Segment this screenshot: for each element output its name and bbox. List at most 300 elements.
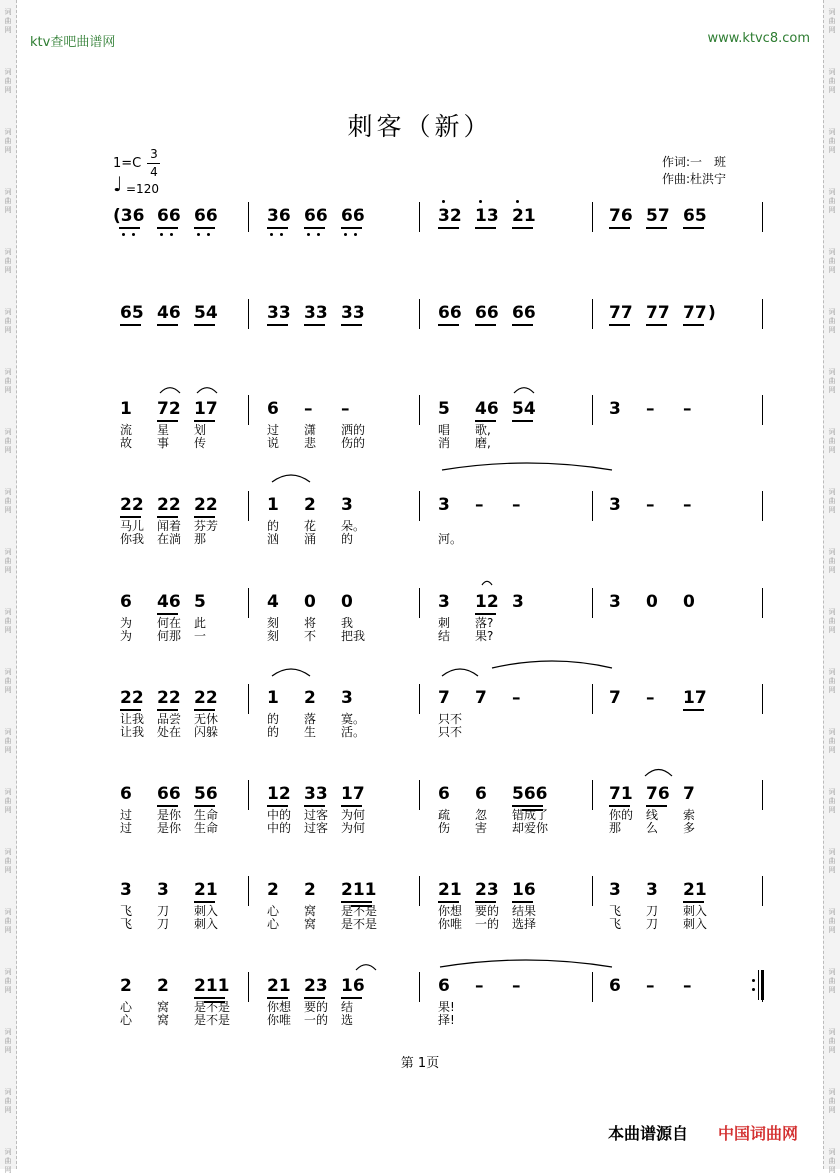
lyric-syllable: 要的 xyxy=(475,904,500,918)
lyric-syllable: 品尝 xyxy=(157,712,182,726)
note-group: 66 xyxy=(157,784,181,804)
lyric-syllable: 磨, xyxy=(475,436,491,450)
slur-arc xyxy=(482,581,492,585)
note-group: 3 xyxy=(609,592,621,612)
barline xyxy=(248,684,249,714)
barline xyxy=(248,588,249,618)
watermark-text: 词 曲 网 xyxy=(4,608,12,634)
note-group: 77 xyxy=(609,303,633,323)
lyric-syllable: 害 xyxy=(475,821,488,835)
barline xyxy=(762,876,763,906)
lyric-syllable: 伤 xyxy=(438,821,451,835)
note-group: 12 xyxy=(267,784,291,804)
note-group: 21 xyxy=(267,976,291,996)
lyric-syllable: 一的 xyxy=(475,917,500,931)
time-bottom: 4 xyxy=(150,165,158,179)
beam-line xyxy=(512,420,533,422)
note-group: – xyxy=(304,399,313,419)
composer-credit: 作曲:杜洪宁 xyxy=(662,172,727,186)
slur-arc xyxy=(514,388,534,393)
note-group: 3 xyxy=(438,495,450,515)
beam-line xyxy=(609,227,630,229)
note-group: – xyxy=(475,495,484,515)
beam-line xyxy=(157,324,178,326)
note-group: 17 xyxy=(194,399,218,419)
lyric-syllable: 河。 xyxy=(438,532,463,546)
header-right-site: www.ktvc8.com xyxy=(707,31,810,46)
beam-line xyxy=(267,227,288,229)
note-group: 32 xyxy=(438,206,462,226)
low-octave-dot xyxy=(160,233,163,236)
note-group: 77 xyxy=(683,303,707,323)
watermark-text: 词 曲 网 xyxy=(4,368,12,394)
note-group: 3 xyxy=(512,592,524,612)
low-octave-dot xyxy=(307,233,310,236)
note-group: 22 xyxy=(194,495,218,515)
lyric-syllable: 却爱你 xyxy=(512,821,549,835)
beam-line xyxy=(157,613,178,615)
beam-line xyxy=(683,709,704,711)
quarter-note-icon: ♩ xyxy=(113,172,123,196)
note-group: 76 xyxy=(646,784,670,804)
watermark-text: 词 曲 网 xyxy=(4,248,12,274)
beam-line xyxy=(194,805,215,807)
lyric-syllable: 为何 xyxy=(341,808,366,822)
lyric-syllable: 闪躲 xyxy=(194,725,219,739)
note-group: 22 xyxy=(120,688,144,708)
lyric-syllable: 说 xyxy=(267,436,280,450)
note-group: 3 xyxy=(609,495,621,515)
lyric-syllable: 潇 xyxy=(304,423,317,437)
page-number: 第 1页 xyxy=(400,1056,440,1071)
beam-line xyxy=(646,324,667,326)
beam-line xyxy=(683,324,704,326)
note-group: 211 xyxy=(341,880,377,900)
note-group: – xyxy=(646,495,655,515)
song-title: 刺客（新） xyxy=(347,112,493,141)
note-group: 56 xyxy=(194,784,218,804)
slur-arc xyxy=(160,388,180,393)
note-group: 3 xyxy=(341,688,353,708)
lyric-syllable: 让我 xyxy=(120,712,145,726)
repeat-dot xyxy=(752,979,755,982)
lyric-syllable: 何在 xyxy=(157,616,182,630)
note-group: 33 xyxy=(304,303,328,323)
note-group: 1 xyxy=(120,399,132,419)
beam-line xyxy=(194,324,215,326)
watermark-text: 词 曲 网 xyxy=(828,788,836,814)
barline xyxy=(762,684,763,714)
watermark-text: 词 曲 网 xyxy=(4,128,12,154)
note-group: 21 xyxy=(683,880,707,900)
beam-line xyxy=(304,997,325,999)
lyricist-credit: 作词:一 班 xyxy=(662,155,727,169)
note-group: 23 xyxy=(475,880,499,900)
note-group: 66 xyxy=(341,206,365,226)
lyric-syllable: 汹 xyxy=(267,532,280,546)
note-group: 0 xyxy=(683,592,695,612)
lyric-syllable: 那 xyxy=(194,532,207,546)
beam-line xyxy=(341,901,372,903)
beam-line xyxy=(120,516,141,518)
lyric-syllable: 中的 xyxy=(267,808,292,822)
slur-arc xyxy=(197,388,217,393)
note-group: 33 xyxy=(267,303,291,323)
low-octave-dot xyxy=(122,233,125,236)
lyric-syllable: 刺入 xyxy=(194,917,219,931)
lyric-syllable: 伤的 xyxy=(341,436,366,450)
beam-line xyxy=(512,901,533,903)
note-group: 22 xyxy=(157,688,181,708)
note-group: 5 xyxy=(194,592,206,612)
lyric-syllable: 选 xyxy=(341,1013,354,1027)
lyric-syllable: 故 xyxy=(120,436,133,450)
lyric-syllable: 要的 xyxy=(304,1000,329,1014)
source-site: 中国词曲网 xyxy=(718,1124,799,1143)
watermark-text: 词 曲 网 xyxy=(828,68,836,94)
lyric-syllable: 芬芳 xyxy=(194,519,219,533)
lyric-syllable: 你唯 xyxy=(438,917,463,931)
note-group: 66 xyxy=(157,206,181,226)
barline xyxy=(419,395,420,425)
beam-line xyxy=(194,420,215,422)
note-group: 66 xyxy=(304,206,328,226)
lyric-syllable: 活。 xyxy=(341,725,366,739)
note-group: 46 xyxy=(157,303,181,323)
slur-arc xyxy=(645,770,672,777)
lyric-syllable: 一的 xyxy=(304,1013,329,1027)
beam-line xyxy=(438,901,459,903)
note-group: 2 xyxy=(267,880,279,900)
watermark-text: 词 曲 网 xyxy=(828,308,836,334)
lyric-syllable: 刀 xyxy=(157,904,170,918)
barline xyxy=(592,684,593,714)
lyric-syllable: 刺入 xyxy=(683,917,708,931)
note-group: 66 xyxy=(512,303,536,323)
note-group: 6 xyxy=(120,592,132,612)
lyric-syllable: 的 xyxy=(267,712,280,726)
note-group: 16 xyxy=(512,880,536,900)
note-group: 6 xyxy=(475,784,487,804)
lyric-syllable: 你我 xyxy=(120,532,145,546)
watermark-text: 词 曲 网 xyxy=(828,608,836,634)
watermark-text: 词 曲 网 xyxy=(4,908,12,934)
watermark-text: 词 曲 网 xyxy=(4,188,12,214)
note-group: 46 xyxy=(157,592,181,612)
lyric-syllable: 飞 xyxy=(120,917,133,931)
low-octave-dot xyxy=(197,233,200,236)
lyric-syllable: 果? xyxy=(475,629,494,643)
lyric-syllable: 在淌 xyxy=(157,532,182,546)
note-group: 21 xyxy=(512,206,536,226)
note-group: 4 xyxy=(267,592,279,612)
barline xyxy=(592,202,593,232)
note-group: 7 xyxy=(475,688,487,708)
low-octave-dot xyxy=(170,233,173,236)
watermark-text: 词 曲 网 xyxy=(828,1028,836,1054)
slur-arc xyxy=(440,960,612,967)
watermark-text: 词 曲 网 xyxy=(4,488,12,514)
lyric-syllable: 过 xyxy=(267,423,280,437)
lyric-syllable: 生 xyxy=(304,725,317,739)
watermark-text: 词 曲 网 xyxy=(828,8,836,34)
lyric-syllable: 的 xyxy=(341,532,354,546)
note-group: 65 xyxy=(120,303,144,323)
beam-line xyxy=(438,227,459,229)
lyric-syllable: 忽 xyxy=(475,808,488,822)
note-group: 17 xyxy=(341,784,365,804)
note-group: 46 xyxy=(475,399,499,419)
lyric-syllable: 索 xyxy=(683,808,696,822)
lyric-syllable: 过 xyxy=(120,821,133,835)
lyric-syllable: 窝 xyxy=(304,917,317,931)
lyric-syllable: 结果 xyxy=(512,904,537,918)
watermark-text: 词 曲 网 xyxy=(828,908,836,934)
lyric-syllable: 刻 xyxy=(267,629,280,643)
note-group: 211 xyxy=(194,976,230,996)
note-group: 23 xyxy=(304,976,328,996)
lyric-syllable: 歌, xyxy=(475,423,491,437)
lyric-syllable: 是不是 xyxy=(341,917,378,931)
low-octave-dot xyxy=(132,233,135,236)
lyric-syllable: 飞 xyxy=(609,917,622,931)
note-group: 0 xyxy=(646,592,658,612)
watermark-text: 词 曲 网 xyxy=(4,728,12,754)
final-barline-thick xyxy=(761,970,764,1000)
beam-line xyxy=(341,805,362,807)
watermark-text: 词 曲 网 xyxy=(4,308,12,334)
barline xyxy=(592,588,593,618)
barline xyxy=(248,202,249,232)
note-group: 76 xyxy=(609,206,633,226)
header-left-site: ktv查吧曲谱网 xyxy=(30,35,116,50)
note-group: – xyxy=(646,399,655,419)
watermark-text: 词 曲 网 xyxy=(828,1088,836,1114)
watermark-text: 词 曲 网 xyxy=(4,668,12,694)
beam-line xyxy=(341,324,362,326)
note-group: 33 xyxy=(304,784,328,804)
barline xyxy=(419,780,420,810)
lyric-syllable: 错成了 xyxy=(512,808,549,822)
watermark-text: 词 曲 网 xyxy=(4,968,12,994)
beam-line xyxy=(157,420,178,422)
beam-line xyxy=(475,613,496,615)
lyric-syllable: 窝 xyxy=(304,904,317,918)
lyric-syllable: 么 xyxy=(646,821,659,835)
note-group: 0 xyxy=(341,592,353,612)
note-group: 33 xyxy=(341,303,365,323)
lyric-syllable: 疏 xyxy=(438,808,451,822)
beam-line xyxy=(475,324,496,326)
beam-line xyxy=(194,901,215,903)
watermark-text: 词 曲 网 xyxy=(828,128,836,154)
watermark-text: 词 曲 网 xyxy=(828,548,836,574)
watermark-text: 词 曲 网 xyxy=(4,8,12,34)
slur-arc xyxy=(442,463,612,470)
note-group: – xyxy=(646,688,655,708)
note-group: 72 xyxy=(157,399,181,419)
time-fraction-line xyxy=(147,163,160,164)
lyric-syllable: 寞。 xyxy=(341,712,366,726)
low-octave-dot xyxy=(354,233,357,236)
barline xyxy=(419,876,420,906)
beam-line xyxy=(194,516,215,518)
watermark-text: 词 曲 网 xyxy=(4,1148,12,1174)
note-group: 6 xyxy=(609,976,621,996)
beam-line xyxy=(438,324,459,326)
barline xyxy=(592,299,593,329)
high-octave-dot xyxy=(479,200,482,203)
barline xyxy=(248,395,249,425)
lyric-syllable: 你唯 xyxy=(267,1013,292,1027)
beam-line xyxy=(646,227,667,229)
lyric-syllable: 朵。 xyxy=(341,519,366,533)
lyric-syllable: 过客 xyxy=(304,808,329,822)
note-group: 3 xyxy=(341,495,353,515)
beam-line xyxy=(609,324,630,326)
note-group: 36 xyxy=(267,206,291,226)
barline xyxy=(248,299,249,329)
lyric-syllable: 心 xyxy=(267,917,280,931)
lyric-syllable: 洒的 xyxy=(341,423,366,437)
watermark-text: 词 曲 网 xyxy=(4,848,12,874)
lyric-syllable: 刺入 xyxy=(683,904,708,918)
beam-line xyxy=(304,324,325,326)
barline xyxy=(248,491,249,521)
beam-line xyxy=(194,997,225,999)
barline xyxy=(592,876,593,906)
note-group: – xyxy=(683,495,692,515)
lyric-syllable: 那 xyxy=(609,821,622,835)
lyric-syllable: 刻 xyxy=(267,616,280,630)
beam-line xyxy=(512,227,533,229)
lyric-syllable: 涌 xyxy=(304,532,317,546)
barline xyxy=(592,395,593,425)
lyric-syllable: 闻着 xyxy=(157,519,182,533)
lyric-syllable: 心 xyxy=(120,1000,133,1014)
beam-line xyxy=(120,709,141,711)
note-group: 65 xyxy=(683,206,707,226)
lyric-syllable: 何那 xyxy=(157,629,182,643)
lyric-syllable: 是不是 xyxy=(341,904,378,918)
lyric-syllable: 只不 xyxy=(438,725,463,739)
note-group: 2 xyxy=(120,976,132,996)
beam-line xyxy=(119,227,140,229)
lyric-syllable: 我 xyxy=(341,616,354,630)
watermark-text: 词 曲 网 xyxy=(828,1148,836,1174)
low-octave-dot xyxy=(280,233,283,236)
note-group: 66 xyxy=(438,303,462,323)
lyric-syllable: 是不是 xyxy=(194,1013,231,1027)
note-group: – xyxy=(512,976,521,996)
lyric-syllable: 将 xyxy=(304,616,317,630)
note-group: – xyxy=(512,688,521,708)
lyric-syllable: 窝 xyxy=(157,1000,170,1014)
watermark-text: 词 曲 网 xyxy=(828,188,836,214)
beam-line xyxy=(120,324,141,326)
note-group: 1 xyxy=(267,495,279,515)
note-group: 3 xyxy=(120,880,132,900)
note-group: 3 xyxy=(609,399,621,419)
note-group: 6 xyxy=(267,399,279,419)
lyric-syllable: 是不是 xyxy=(194,1000,231,1014)
barline xyxy=(419,972,420,1002)
slur-arc xyxy=(272,669,310,676)
lyric-syllable: 为 xyxy=(120,616,133,630)
watermark-text: 词 曲 网 xyxy=(828,848,836,874)
tempo-value: =120 xyxy=(126,182,159,196)
beam-line xyxy=(267,324,288,326)
slur-arc xyxy=(492,661,612,668)
lyric-syllable: 你想 xyxy=(267,1000,292,1014)
note-group: – xyxy=(683,399,692,419)
beam-line xyxy=(341,997,362,999)
lyric-syllable: 此 xyxy=(194,616,207,630)
note-group: 12 xyxy=(475,592,499,612)
lyric-syllable: 唱 xyxy=(438,423,451,437)
note-group: 3 xyxy=(157,880,169,900)
barline xyxy=(762,202,763,232)
note-group: 22 xyxy=(120,495,144,515)
lyric-syllable: 是你 xyxy=(157,821,182,835)
note-group: 3 xyxy=(438,592,450,612)
beam-line xyxy=(512,324,533,326)
lyric-syllable: 刀 xyxy=(646,904,659,918)
note-group: 2 xyxy=(304,495,316,515)
lyric-syllable: 星 xyxy=(157,423,170,437)
note-group: ) xyxy=(708,303,716,323)
lyric-syllable: 事 xyxy=(157,436,170,450)
note-group: (36 xyxy=(113,206,145,226)
note-group: 1 xyxy=(267,688,279,708)
low-octave-dot xyxy=(207,233,210,236)
beam-line xyxy=(683,227,704,229)
note-group: 2 xyxy=(157,976,169,996)
barline xyxy=(762,780,763,810)
watermark-text: 词 曲 网 xyxy=(828,248,836,274)
barline xyxy=(762,588,763,618)
barline xyxy=(419,491,420,521)
lyric-syllable: 结 xyxy=(341,1000,354,1014)
note-group: 566 xyxy=(512,784,548,804)
low-octave-dot xyxy=(344,233,347,236)
note-group: 21 xyxy=(438,880,462,900)
lyric-syllable: 悲 xyxy=(304,436,317,450)
beam-line xyxy=(512,805,543,807)
repeat-dot xyxy=(752,988,755,991)
watermark-text: 词 曲 网 xyxy=(4,428,12,454)
note-group: 57 xyxy=(646,206,670,226)
beam-line xyxy=(194,227,215,229)
barline xyxy=(592,972,593,1002)
lyric-syllable: 窝 xyxy=(157,1013,170,1027)
lyric-syllable: 选择 xyxy=(512,917,537,931)
note-group: 13 xyxy=(475,206,499,226)
note-group: 7 xyxy=(609,688,621,708)
beam-line xyxy=(475,420,496,422)
note-group: 7 xyxy=(683,784,695,804)
lyric-syllable: 消 xyxy=(438,436,451,450)
barline xyxy=(248,780,249,810)
barline xyxy=(592,491,593,521)
barline xyxy=(248,972,249,1002)
low-octave-dot xyxy=(317,233,320,236)
note-group: 5 xyxy=(438,399,450,419)
watermark-text: 词 曲 网 xyxy=(828,668,836,694)
watermark-text: 词 曲 网 xyxy=(828,428,836,454)
lyric-syllable: 花 xyxy=(304,519,317,533)
beam-line xyxy=(304,227,325,229)
